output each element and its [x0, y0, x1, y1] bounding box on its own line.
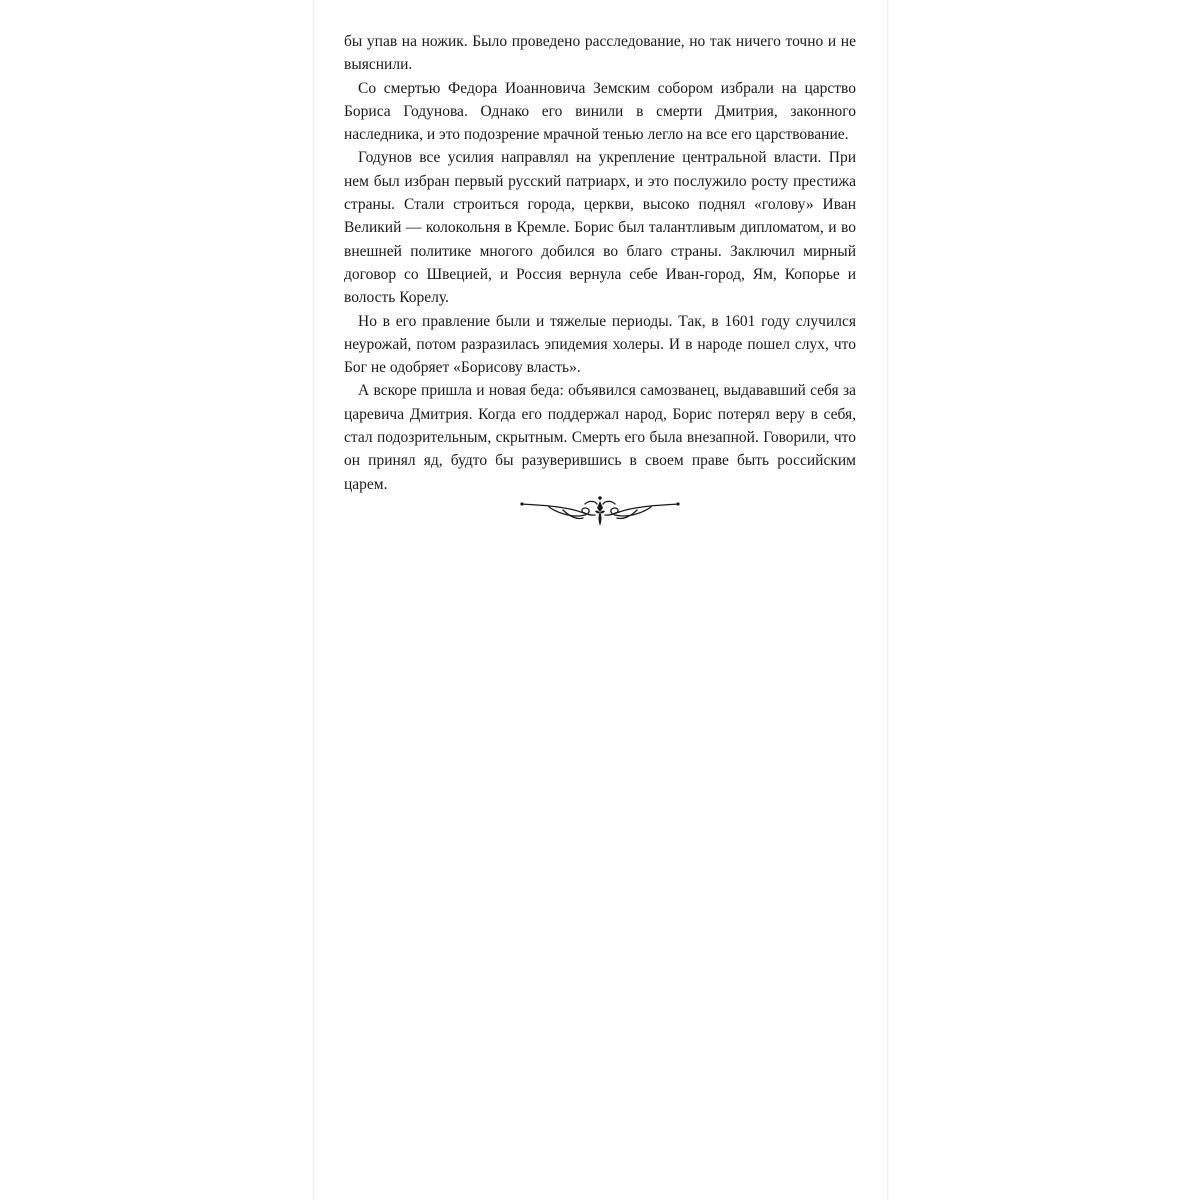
flourish-divider-icon [519, 494, 681, 528]
page-text [344, 30, 856, 496]
paragraph-2: Со смертью Федора Иоанновича Земским собором избрали на царство Бориса Годунова. Однако его винили в смерти Дмитрия, законного наследника, и это подозрение мрачной тенью легло на все его царствование. [344, 79, 856, 144]
paragraph-3: Годунов все усилия направлял на укрепление центральной власти. При нем был избран первый русский патриарх, и это послужило росту престижа страны. Стали строиться города, церкви, высоко поднял «голову» Иван Великий — колокольня в Кремле. Борис был талантливым дипломатом, и во внешней политике многого добился во благо страны. Заключил мирный договор со Швецией, и Россия вернула себе Иван-город, Ям, Копорье и волость Корелу. [344, 149, 856, 307]
paragraph-1: бы упав на ножик. Было проведено расследование, но так ничего точно и не выяснили. [344, 33, 856, 74]
paragraph-4: Но в его правление были и тяжелые периоды. Так, в 1601 году случился неурожай, потом разразилась эпидемия холеры. И в народе пошел слух, что Бог не одобряет «Борисову власть». [344, 312, 856, 377]
paragraph-5: А вскоре пришла и новая беда: объявился самозванец, выдававший себя за царевича Дмитрия. Когда его поддержал народ, Борис потерял веру в себя, стал подозрительным, скрытным. Смерть его была внезапной. Говорили, что он принял яд, будто бы разуверившись в своем праве быть российским царем. [344, 382, 856, 493]
